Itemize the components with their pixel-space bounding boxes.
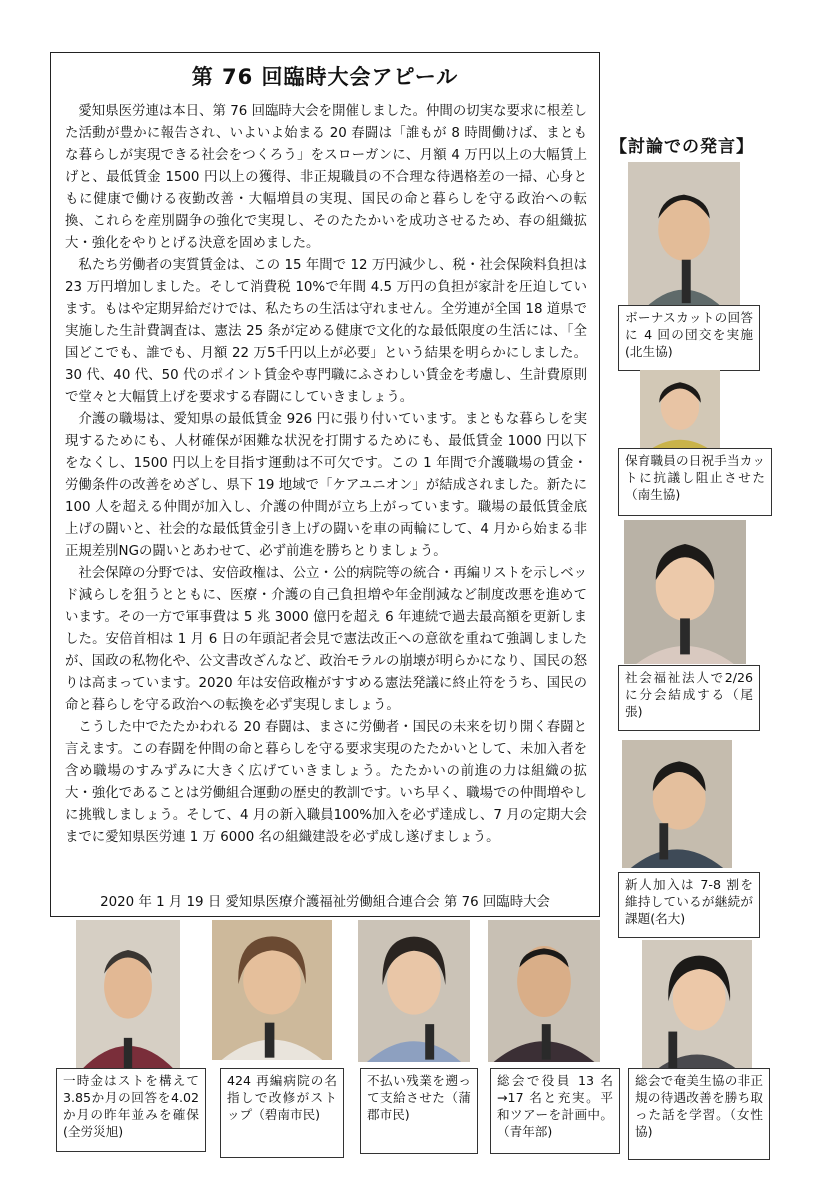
speaker-caption-3: 社会福祉法人で2/26に分会結成する（尾張)	[618, 665, 760, 731]
discussion-heading: 【討論での発言】	[610, 137, 754, 157]
appeal-title: 第 76 回臨時大会アピール	[191, 65, 459, 89]
speaker-caption-7: 不払い残業を遡って支給させた（蒲郡市民)	[360, 1068, 478, 1154]
speaker-photo-7	[358, 920, 470, 1062]
appeal-signature: 2020 年 1 月 19 日 愛知県医療介護福祉労働組合連合会 第 76 回臨時大会	[100, 895, 550, 910]
appeal-paragraph-3: 介護の職場は、愛知県の最低賃金 926 円に張り付いています。まともな暮らしを実現するためにも、人材確保が困難な状況を打開するためにも、最低賃金 1000 円以下をなくし、1500 円以上を目指す運動は不可欠です。この 1 年間で介護職場の賃金・労働条件の改善をめざし、県下 19 地域で「ケアユニオン」が結成されました。新たに 100 人を超える仲間が加入し、介護の仲間が立ち上がっています。職場の最低賃金底上げの闘いと、社会的な最低賃金引き上げの闘いを車の両輪にして、4 月から始まる非正規差別NGの闘いとあわせて、必ず前進を勝ちとりましょう。	[65, 412, 587, 559]
appeal-paragraph-1: 愛知県医労連は本日、第 76 回臨時大会を開催しました。仲間の切実な要求に根差した活動が豊かに報告され、いよいよ始まる 20 春闘は「誰もが 8 時間働けば、まともな暮らしが実現できる社会をつくろう」をスローガンに、月額 4 万円以上の大幅賃上げと、最低賃金 1500 円以上の獲得、非正規職員の不合理な待遇格差の一掃、心身ともに健康で働ける夜勤改善・大幅増員の実現、国民の命と暮らしを守る政治への転換、これらを産別闘争の強化で実現し、そのたたかいを成功させるため、春の組織拡大・強化をやりとげる決意を固めました。	[65, 104, 587, 251]
appeal-paragraph-2: 私たち労働者の実質賃金は、この 15 年間で 12 万円減少し、税・社会保険料負担は 23 万円増加しました。そして消費税 10%で年間 4.5 万円の負担が家計を圧迫しています。もはや定期昇給だけでは、私たちの生活は守れません。全労連が全国 18 道県で実施した生計費調査は、憲法 25 条が定める健康で文化的な最低限度の生活には、「全国どこでも、誰でも、月額 22 万5千円以上が必要」という結果を明らかにしました。30 代、40 代、50 代のポイント賃金や専門職にふさわしい賃金を考慮し、生計費原則で堂々と大幅賃上げを要求する春闘にしていきましょう。	[65, 258, 587, 405]
speaker-photo-4	[622, 740, 732, 868]
speaker-caption-2: 保育職員の日祝手当カットに抗議し阻止させた（南生協)	[618, 448, 772, 516]
speaker-caption-1: ボーナスカットの回答に 4 回の団交を実施(北生協)	[618, 305, 760, 371]
appeal-body	[65, 101, 587, 849]
speaker-photo-3	[624, 520, 746, 664]
speaker-caption-6: 424 再編病院の名指しで改修がストップ（碧南市民)	[220, 1068, 344, 1158]
speaker-photo-8	[488, 920, 600, 1062]
speaker-photo-6	[212, 920, 332, 1060]
speaker-photo-9	[642, 940, 752, 1074]
appeal-paragraph-4: 社会保障の分野では、安倍政権は、公立・公的病院等の統合・再編リストを示しベッド減らしを狙うとともに、医療・介護の自己負担増や年金削減など制度改悪を進めています。その一方で軍事費は 5 兆 3000 億円を超え 6 年連続で過去最高額を更新しました。安倍首相は 1 月 6 日の年頭記者会見で憲法改正への意欲を重ねて強調しましたが、国政の私物化や、公文書改ざんなど、政治モラルの崩壊が明らかになり、国民の怒りは高まっています。2020 年は安倍政権がすすめる憲法発議に終止符をうち、国民の命と暮らしを守る政治への転換を必ず実現しましょう。	[65, 566, 587, 713]
speaker-photo-5	[76, 920, 180, 1070]
speaker-photo-1	[628, 162, 740, 314]
speaker-caption-4: 新人加入は 7-8 割を維持しているが継続が課題(名大)	[618, 872, 760, 938]
speaker-caption-5: 一時金はストを構えて3.85か月の回答を4.02か月の昨年並みを確保(全労災旭)	[56, 1068, 206, 1152]
speaker-photo-2	[640, 370, 720, 452]
speaker-caption-9: 総会で奄美生協の非正規の待遇改善を勝ち取った話を学習。（女性協)	[628, 1068, 770, 1160]
appeal-box	[50, 52, 600, 917]
appeal-paragraph-5: こうした中でたたかわれる 20 春闘は、まさに労働者・国民の未来を切り開く春闘と言えます。この春闘を仲間の命と暮らしを守る要求実現のたたかいとして、未加入者を含め職場のすみずみに大きく広げていきましょう。たたかいの前進の力は組織の拡大・強化であることは労働組合運動の歴史的教訓です。いち早く、職場での仲間増やしに挑戦しましょう。そして、4 月の新入職員100%加入を必ず達成し、7 月の定期大会までに愛知県医労連 1 万 6000 名の組織建設を必ず成し遂げましょう。	[65, 720, 587, 845]
speaker-caption-8: 総会で役員 13 名→17 名と充実。平和ツアーを計画中。（青年部)	[490, 1068, 620, 1154]
